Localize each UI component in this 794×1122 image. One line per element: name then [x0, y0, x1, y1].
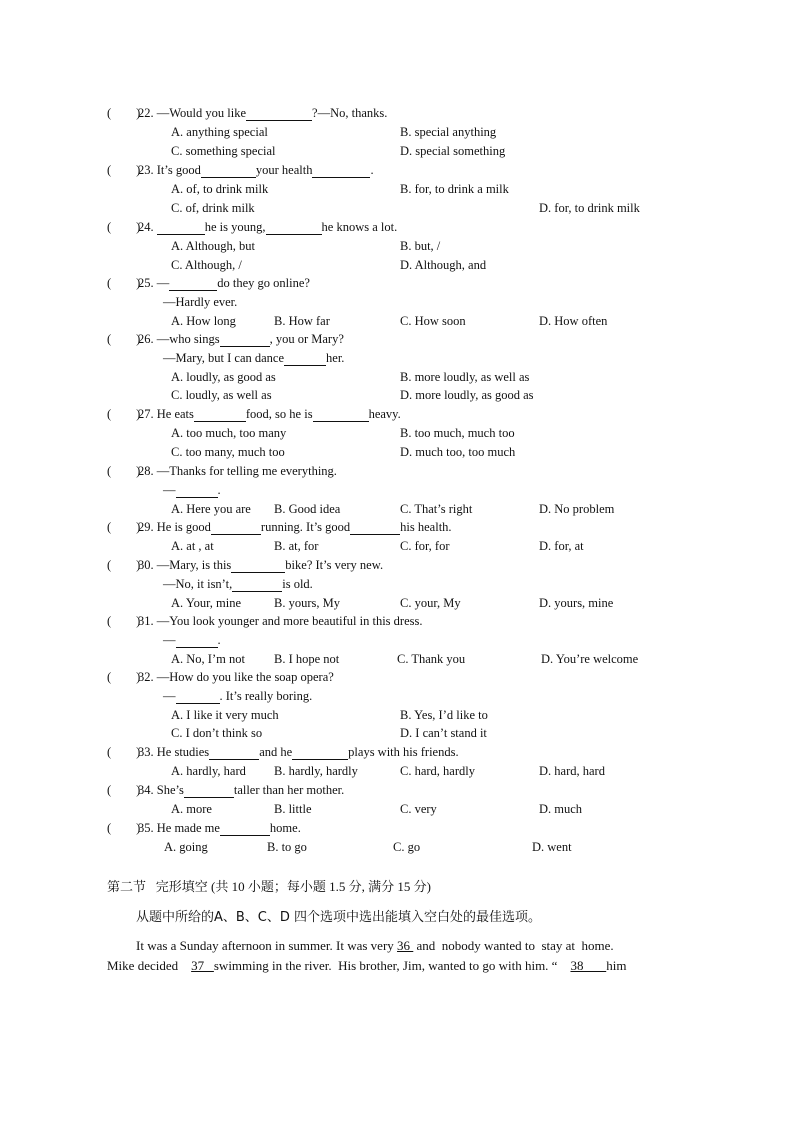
question-subline	[163, 633, 221, 648]
question-text: is old.	[282, 576, 313, 591]
answer-bracket[interactable]: ( )	[107, 614, 141, 628]
answer-blank[interactable]	[220, 334, 270, 347]
option-d[interactable]: D. went	[532, 839, 572, 854]
question-text: food, so he is	[245, 407, 313, 421]
question-23	[138, 163, 374, 178]
option-c[interactable]: C. How soon	[400, 313, 466, 328]
question-text: He is good	[156, 520, 211, 534]
section-instruction: 从题中所给的A、B、C、D 四个选项中选出能填入空白处的最佳选项。	[136, 910, 542, 925]
answer-blank[interactable]	[284, 353, 326, 366]
question-31	[138, 614, 422, 629]
question-subline	[163, 689, 312, 704]
option-d[interactable]: D. more loudly, as good as	[400, 388, 534, 403]
question-text: home.	[269, 821, 301, 835]
option-b[interactable]: B. to go	[267, 839, 307, 854]
question-28	[138, 464, 337, 479]
question-number: 24.	[138, 220, 157, 234]
option-b[interactable]: B. How far	[274, 313, 330, 328]
question-26	[138, 332, 344, 347]
option-a[interactable]: A. Your, mine	[171, 595, 241, 610]
question-text: —	[163, 482, 176, 497]
question-30	[138, 558, 383, 573]
question-text: .	[217, 632, 221, 647]
question-text: her.	[326, 350, 345, 365]
option-d[interactable]: D. hard, hard	[539, 763, 605, 778]
option-a[interactable]: A. Here you are	[171, 501, 251, 516]
question-number: 34.	[138, 783, 157, 797]
option-a[interactable]: A. No, I’m not	[171, 651, 245, 666]
option-a[interactable]: A. of, to drink milk	[171, 181, 269, 196]
option-a[interactable]: A. going	[164, 839, 208, 854]
option-b[interactable]: B. too much, much too	[400, 425, 515, 440]
passage-text: him	[606, 958, 627, 973]
question-text: and he	[259, 745, 293, 759]
question-number: 32.	[138, 670, 157, 684]
option-c[interactable]: C. Although, /	[171, 257, 242, 272]
question-text: She’s	[156, 783, 184, 797]
blank-number-37[interactable]: 37	[191, 958, 214, 973]
question-32	[138, 670, 334, 685]
answer-blank[interactable]	[232, 579, 282, 592]
question-text: bike? It’s very new.	[285, 558, 384, 572]
question-text: taller than her mother.	[233, 783, 345, 797]
option-b[interactable]: B. for, to drink a milk	[400, 181, 509, 196]
question-text: he knows a lot.	[321, 220, 398, 234]
question-text: your health	[255, 163, 313, 177]
answer-bracket[interactable]: ( )	[107, 163, 141, 177]
question-subline	[163, 351, 344, 366]
option-a[interactable]: A. How long	[171, 313, 236, 328]
option-d[interactable]: D. Although, and	[400, 257, 487, 272]
question-number: 30.	[138, 558, 157, 572]
option-d[interactable]: D. You’re welcome	[541, 651, 639, 666]
question-text: —Would you like	[156, 106, 247, 120]
answer-blank[interactable]	[292, 747, 348, 760]
question-text: —	[156, 276, 170, 290]
question-33	[138, 745, 459, 760]
blank-number-36[interactable]: 36	[397, 938, 414, 953]
question-subline: —Hardly ever.	[163, 294, 238, 309]
question-27	[138, 407, 401, 422]
answer-blank[interactable]	[176, 635, 218, 648]
option-c[interactable]: C. I don’t think so	[171, 726, 263, 741]
answer-bracket[interactable]: ( )	[107, 464, 141, 478]
question-text: —Mary, is this	[156, 558, 232, 572]
option-d[interactable]: D. I can’t stand it	[400, 726, 487, 741]
question-text: —No, it isn’t,	[163, 576, 233, 591]
option-c[interactable]: C. hard, hardly	[400, 763, 475, 778]
option-c[interactable]: C. of, drink milk	[171, 200, 255, 215]
option-b[interactable]: B. yours, My	[274, 595, 340, 610]
question-34	[138, 783, 344, 798]
option-c[interactable]: C. Thank you	[397, 651, 466, 666]
question-text: .	[217, 482, 221, 497]
question-text: do they go online?	[217, 276, 310, 290]
question-text: his health.	[400, 520, 452, 534]
option-b[interactable]: B. but, /	[400, 238, 441, 253]
question-number: 33.	[138, 745, 157, 759]
question-text: —You look younger and more beautiful in this dress.	[156, 614, 423, 628]
passage-text: Mike decided	[107, 958, 192, 973]
answer-bracket[interactable]: ( )	[107, 276, 141, 290]
question-number: 31.	[138, 614, 157, 628]
answer-bracket[interactable]: ( )	[107, 332, 141, 346]
answer-bracket[interactable]: ( )	[107, 220, 141, 234]
question-text: —Thanks for telling me everything.	[156, 464, 337, 478]
passage-text: swimming in the river. His brother, Jim, wanted to go with him. “	[213, 958, 571, 973]
question-24	[138, 220, 397, 235]
option-d[interactable]: D. much	[539, 801, 583, 816]
question-number: 35.	[138, 821, 157, 835]
option-d[interactable]: D. yours, mine	[539, 595, 614, 610]
question-25	[138, 276, 310, 291]
question-22	[138, 106, 387, 121]
question-text: .	[370, 163, 374, 177]
question-text: —who sings	[156, 332, 220, 346]
answer-bracket[interactable]: ( )	[107, 520, 141, 534]
answer-blank[interactable]	[176, 691, 220, 704]
passage-text: and nobody wanted to stay at home.	[413, 938, 614, 953]
option-c[interactable]: C. your, My	[400, 595, 461, 610]
option-c[interactable]: C. That’s right	[400, 501, 473, 516]
option-a[interactable]: A. at , at	[171, 538, 214, 553]
answer-blank[interactable]	[201, 165, 256, 178]
option-b[interactable]: B. more loudly, as well as	[400, 369, 530, 384]
question-text: —Mary, but I can dance	[163, 350, 285, 365]
answer-blank[interactable]	[312, 165, 370, 178]
answer-blank[interactable]	[231, 560, 285, 573]
answer-bracket[interactable]: ( )	[107, 745, 141, 759]
option-d[interactable]: D. special something	[400, 143, 506, 158]
question-text: It’s good	[156, 163, 201, 177]
question-text: He made me	[156, 821, 220, 835]
option-b[interactable]: B. special anything	[400, 124, 497, 139]
answer-blank[interactable]	[220, 823, 270, 836]
option-c[interactable]: C. go	[393, 839, 421, 854]
question-number: 28.	[138, 464, 157, 478]
answer-blank[interactable]	[246, 108, 312, 121]
answer-blank[interactable]	[350, 522, 400, 535]
option-a[interactable]: A. I like it very much	[171, 707, 279, 722]
answer-bracket[interactable]: ( )	[107, 821, 141, 835]
option-b[interactable]: B. Yes, I’d like to	[400, 707, 488, 722]
question-number: 26.	[138, 332, 157, 346]
answer-blank[interactable]	[176, 485, 218, 498]
question-text: —	[163, 632, 176, 647]
option-a[interactable]: A. anything special	[171, 124, 268, 139]
question-subline	[163, 577, 313, 592]
option-a[interactable]: A. Although, but	[171, 238, 256, 253]
option-b[interactable]: B. at, for	[274, 538, 319, 553]
option-c[interactable]: C. loudly, as well as	[171, 388, 272, 403]
answer-bracket[interactable]: ( )	[107, 407, 141, 421]
question-text: —How do you like the soap opera?	[156, 670, 334, 684]
question-text: , you or Mary?	[269, 332, 344, 346]
question-text: heavy.	[368, 407, 401, 421]
answer-blank[interactable]	[313, 409, 369, 422]
option-c[interactable]: C. for, for	[400, 538, 450, 553]
question-text: he is young,	[204, 220, 266, 234]
answer-bracket[interactable]: ( )	[107, 106, 141, 120]
section-heading: 第二节 完形填空 (共 10 小题；每小题 1.5 分, 满分 15 分)	[107, 879, 431, 894]
question-text: plays with his friends.	[348, 745, 459, 759]
option-a[interactable]: A. loudly, as good as	[171, 369, 276, 384]
answer-blank[interactable]	[169, 278, 217, 291]
answer-bracket[interactable]: ( )	[107, 558, 141, 572]
answer-blank[interactable]	[266, 222, 322, 235]
option-d[interactable]: D. for, at	[539, 538, 584, 553]
question-29	[138, 520, 452, 535]
answer-blank[interactable]	[209, 747, 259, 760]
question-subline	[163, 483, 221, 498]
question-number: 25.	[138, 276, 157, 290]
option-c[interactable]: C. too many, much too	[171, 444, 285, 459]
option-b[interactable]: B. Good idea	[274, 501, 341, 516]
answer-blank[interactable]	[211, 522, 261, 535]
option-c[interactable]: C. something special	[171, 143, 276, 158]
option-c[interactable]: C. very	[400, 801, 437, 816]
answer-blank[interactable]	[157, 222, 205, 235]
question-text: —	[163, 688, 176, 703]
answer-bracket[interactable]: ( )	[107, 783, 141, 797]
option-d[interactable]: D. No problem	[539, 501, 615, 516]
question-text: ?	[312, 106, 318, 120]
question-text: —No, thanks.	[317, 106, 388, 120]
passage-line-2	[107, 958, 626, 974]
option-d[interactable]: D. How often	[539, 313, 608, 328]
question-text: He eats	[156, 407, 194, 421]
option-d[interactable]: D. much too, too much	[400, 444, 516, 459]
option-a[interactable]: A. more	[171, 801, 212, 816]
answer-blank[interactable]	[184, 785, 234, 798]
question-text: . It’s really boring.	[219, 688, 313, 703]
question-number: 22.	[138, 106, 157, 120]
option-a[interactable]: A. too much, too many	[171, 425, 287, 440]
question-number: 29.	[138, 520, 157, 534]
option-a[interactable]: A. hardly, hard	[171, 763, 246, 778]
option-b[interactable]: B. I hope not	[274, 651, 340, 666]
option-b[interactable]: B. hardly, hardly	[274, 763, 358, 778]
option-d[interactable]: D. for, to drink milk	[539, 200, 640, 215]
option-b[interactable]: B. little	[274, 801, 312, 816]
passage-text: It was a Sunday afternoon in summer. It was very	[136, 938, 398, 953]
blank-number-38[interactable]: 38	[570, 958, 607, 973]
question-35	[138, 821, 301, 836]
answer-bracket[interactable]: ( )	[107, 670, 141, 684]
answer-blank[interactable]	[194, 409, 246, 422]
question-text: He studies	[156, 745, 210, 759]
question-text: running. It’s good	[260, 520, 351, 534]
passage-line-1	[136, 938, 614, 954]
question-number: 23.	[138, 163, 157, 177]
question-number: 27.	[138, 407, 157, 421]
